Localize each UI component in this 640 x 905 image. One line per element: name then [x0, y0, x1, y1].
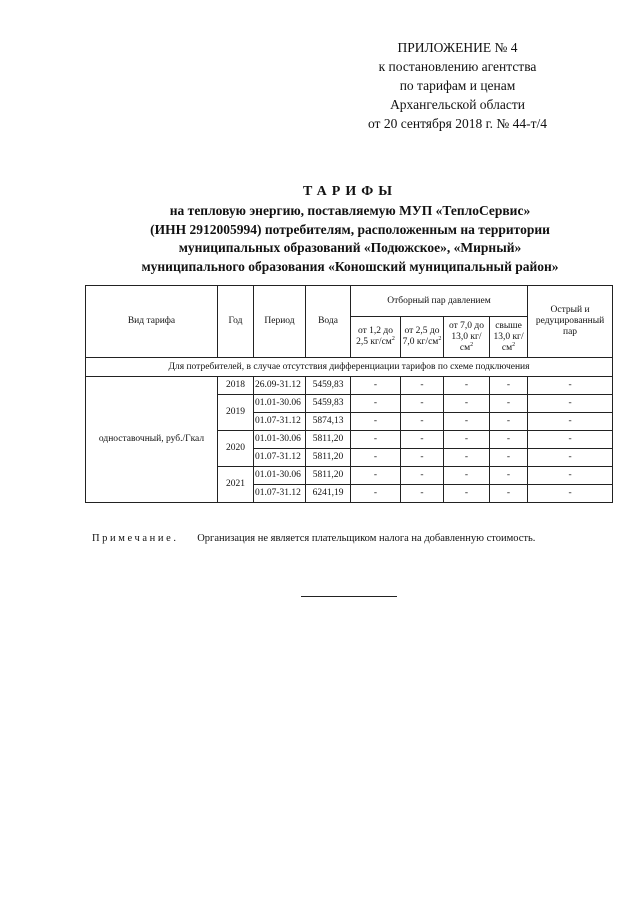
p1-cell: -	[351, 485, 401, 503]
p3-cell: -	[444, 467, 490, 485]
header-year: Год	[218, 286, 254, 358]
water-cell: 5459,83	[306, 377, 351, 395]
sharp-cell: -	[528, 449, 613, 467]
year-cell: 2019	[218, 395, 254, 431]
appendix-line: по тарифам и ценам	[399, 78, 516, 93]
year-cell: 2021	[218, 467, 254, 503]
p1-cell: -	[351, 449, 401, 467]
p2-cell: -	[401, 431, 444, 449]
p2-cell: -	[401, 377, 444, 395]
p2-cell: -	[401, 449, 444, 467]
note-text: Организация не является плательщиком налога на добавленную стоимость.	[197, 533, 536, 544]
title-line: муниципальных образований «Подюжское», «Мирный»	[178, 240, 522, 255]
appendix-line: Архангельской области	[390, 97, 525, 112]
p3-cell: -	[444, 485, 490, 503]
p1-cell: -	[351, 431, 401, 449]
p4-cell: -	[490, 485, 528, 503]
p1-cell: -	[351, 413, 401, 431]
sharp-cell: -	[528, 413, 613, 431]
appendix-line: к постановлению агентства	[378, 59, 537, 74]
document-title	[90, 182, 610, 276]
note	[92, 533, 535, 544]
p3-cell: -	[444, 413, 490, 431]
sharp-cell: -	[528, 467, 613, 485]
p4-cell: -	[490, 377, 528, 395]
period-cell: 01.07-31.12	[254, 485, 306, 503]
p3-cell: -	[444, 377, 490, 395]
title-line: муниципального образования «Коношский муниципальный район»	[141, 258, 559, 274]
tariff-table	[85, 285, 613, 503]
subheader-row: Для потребителей, в случае отсутствия дифференциации тарифов по схеме подключения	[86, 358, 613, 377]
header-pressure-3: от 7,0 до 13,0 $кг/см^2$	[444, 317, 490, 358]
p1-cell: -	[351, 377, 401, 395]
note-label: Примечание.	[92, 533, 179, 544]
year-cell: 2018	[218, 377, 254, 395]
title-line: на тепловую энергию, поставляемую МУП «ТеплоСервис»	[169, 203, 531, 218]
title-line: (ИНН 2912005994) потребителям, расположенным на территории	[150, 221, 550, 237]
p4-cell: -	[490, 467, 528, 485]
p4-cell: -	[490, 413, 528, 431]
period-cell: 01.01-30.06	[254, 467, 306, 485]
year-cell: 2020	[218, 431, 254, 467]
sharp-cell: -	[528, 431, 613, 449]
closing-line	[301, 596, 397, 597]
p2-cell: -	[401, 413, 444, 431]
p2-cell: -	[401, 485, 444, 503]
water-cell: 5811,20	[306, 467, 351, 485]
header-tariff-type: Вид тарифа	[86, 286, 218, 358]
p3-cell: -	[444, 431, 490, 449]
period-cell: 26.09-31.12	[254, 377, 306, 395]
header-sharp-steam: Острый и редуцированный пар	[528, 286, 613, 358]
p2-cell: -	[401, 467, 444, 485]
header-period: Период	[254, 286, 306, 358]
p1-cell: -	[351, 467, 401, 485]
water-cell: 5811,20	[306, 449, 351, 467]
title-main: ТАРИФЫ	[303, 184, 397, 199]
p4-cell: -	[490, 431, 528, 449]
p3-cell: -	[444, 449, 490, 467]
header-pressure-1: от 1,2 до 2,5 $кг/см^2$	[351, 317, 401, 358]
header-pressure-4: свыше 13,0 $кг/см^2$	[490, 317, 528, 358]
appendix-number: ПРИЛОЖЕНИЕ № 4	[397, 40, 518, 55]
water-cell: 5811,20	[306, 431, 351, 449]
sharp-cell: -	[528, 377, 613, 395]
appendix-date: от 20 сентября 2018 г. № 44-т/4	[367, 116, 548, 131]
water-cell: 5874,13	[306, 413, 351, 431]
sharp-cell: -	[528, 485, 613, 503]
p3-cell: -	[444, 395, 490, 413]
period-cell: 01.01-30.06	[254, 431, 306, 449]
p2-cell: -	[401, 395, 444, 413]
header-steam-group: Отборный пар давлением	[351, 286, 528, 317]
appendix-block	[330, 38, 585, 133]
period-cell: 01.01-30.06	[254, 395, 306, 413]
tariff-name: одноставочный, руб./Гкал	[86, 377, 218, 503]
header-pressure-2: от 2,5 до 7,0 $кг/см^2$	[401, 317, 444, 358]
p4-cell: -	[490, 449, 528, 467]
p1-cell: -	[351, 395, 401, 413]
header-water: Вода	[306, 286, 351, 358]
period-cell: 01.07-31.12	[254, 449, 306, 467]
p4-cell: -	[490, 395, 528, 413]
water-cell: 6241,19	[306, 485, 351, 503]
water-cell: 5459,83	[306, 395, 351, 413]
period-cell: 01.07-31.12	[254, 413, 306, 431]
sharp-cell: -	[528, 395, 613, 413]
